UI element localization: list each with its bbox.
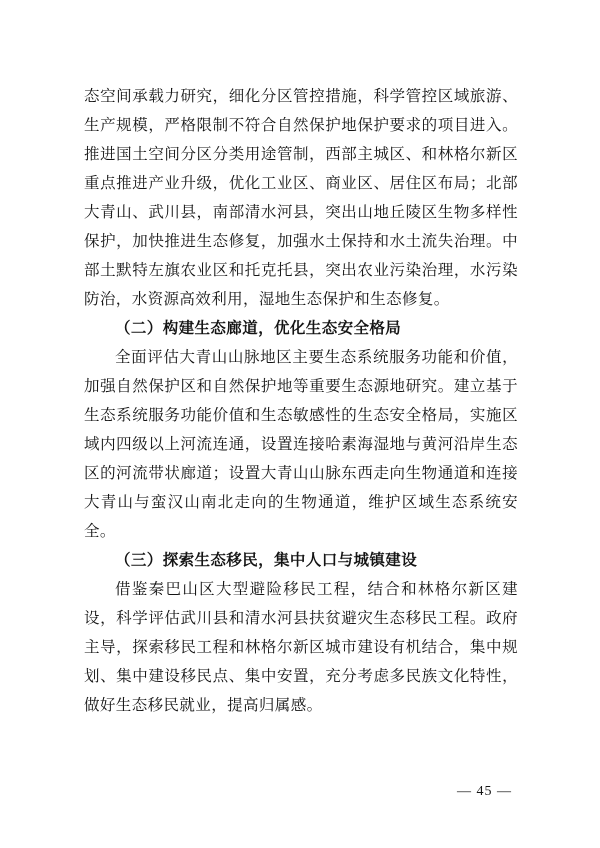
- section-heading-2: （二）构建生态廊道，优化生态安全格局: [115, 320, 402, 337]
- section-heading-3: （三）探索生态移民，集中人口与城镇建设: [115, 552, 418, 569]
- page-content: [84, 82, 518, 720]
- body-paragraph-continued: 态空间承载力研究，细化分区管控措施，科学管控区域旅游、生产规模，严格限制不符合自然保护地保护要求的项目进入。推进国土空间分区分类用途管制，西部主城区、和林格尔新区重点推进产业升级，优化工业区、商业区、居住区布局；北部大青山、武川县，南部清水河县，突出山地丘陵区生物多样性保护，加快推进生态修复，加强水土保持和水土流失治理。中部土默特左旗农业区和托克托县，突出农业污染治理，水污染防治，水资源高效利用，湿地生态保护和生态修复。: [84, 88, 518, 308]
- body-paragraph-section-3: 借鉴秦巴山区大型避险移民工程，结合和林格尔新区建设，科学评估武川县和清水河县扶贫避灾生态移民工程。政府主导，探索移民工程和林格尔新区城市建设有机结合，集中规划、集中建设移民点、集中安置，充分考虑多民族文化特性，做好生态移民就业，提高归属感。: [84, 581, 518, 714]
- page-number: — 45 —: [457, 784, 512, 799]
- body-paragraph-section-2: 全面评估大青山山脉地区主要生态系统服务功能和价值，加强自然保护区和自然保护地等重要生态源地研究。建立基于生态系统服务功能价值和生态敏感性的生态安全格局，实施区域内四级以上河流连通，设置连接哈素海湿地与黄河沿岸生态区的河流带状廊道；设置大青山山脉东西走向生物通道和连接大青山与蛮汉山南北走向的生物通道，维护区域生态系统安全。: [84, 349, 518, 540]
